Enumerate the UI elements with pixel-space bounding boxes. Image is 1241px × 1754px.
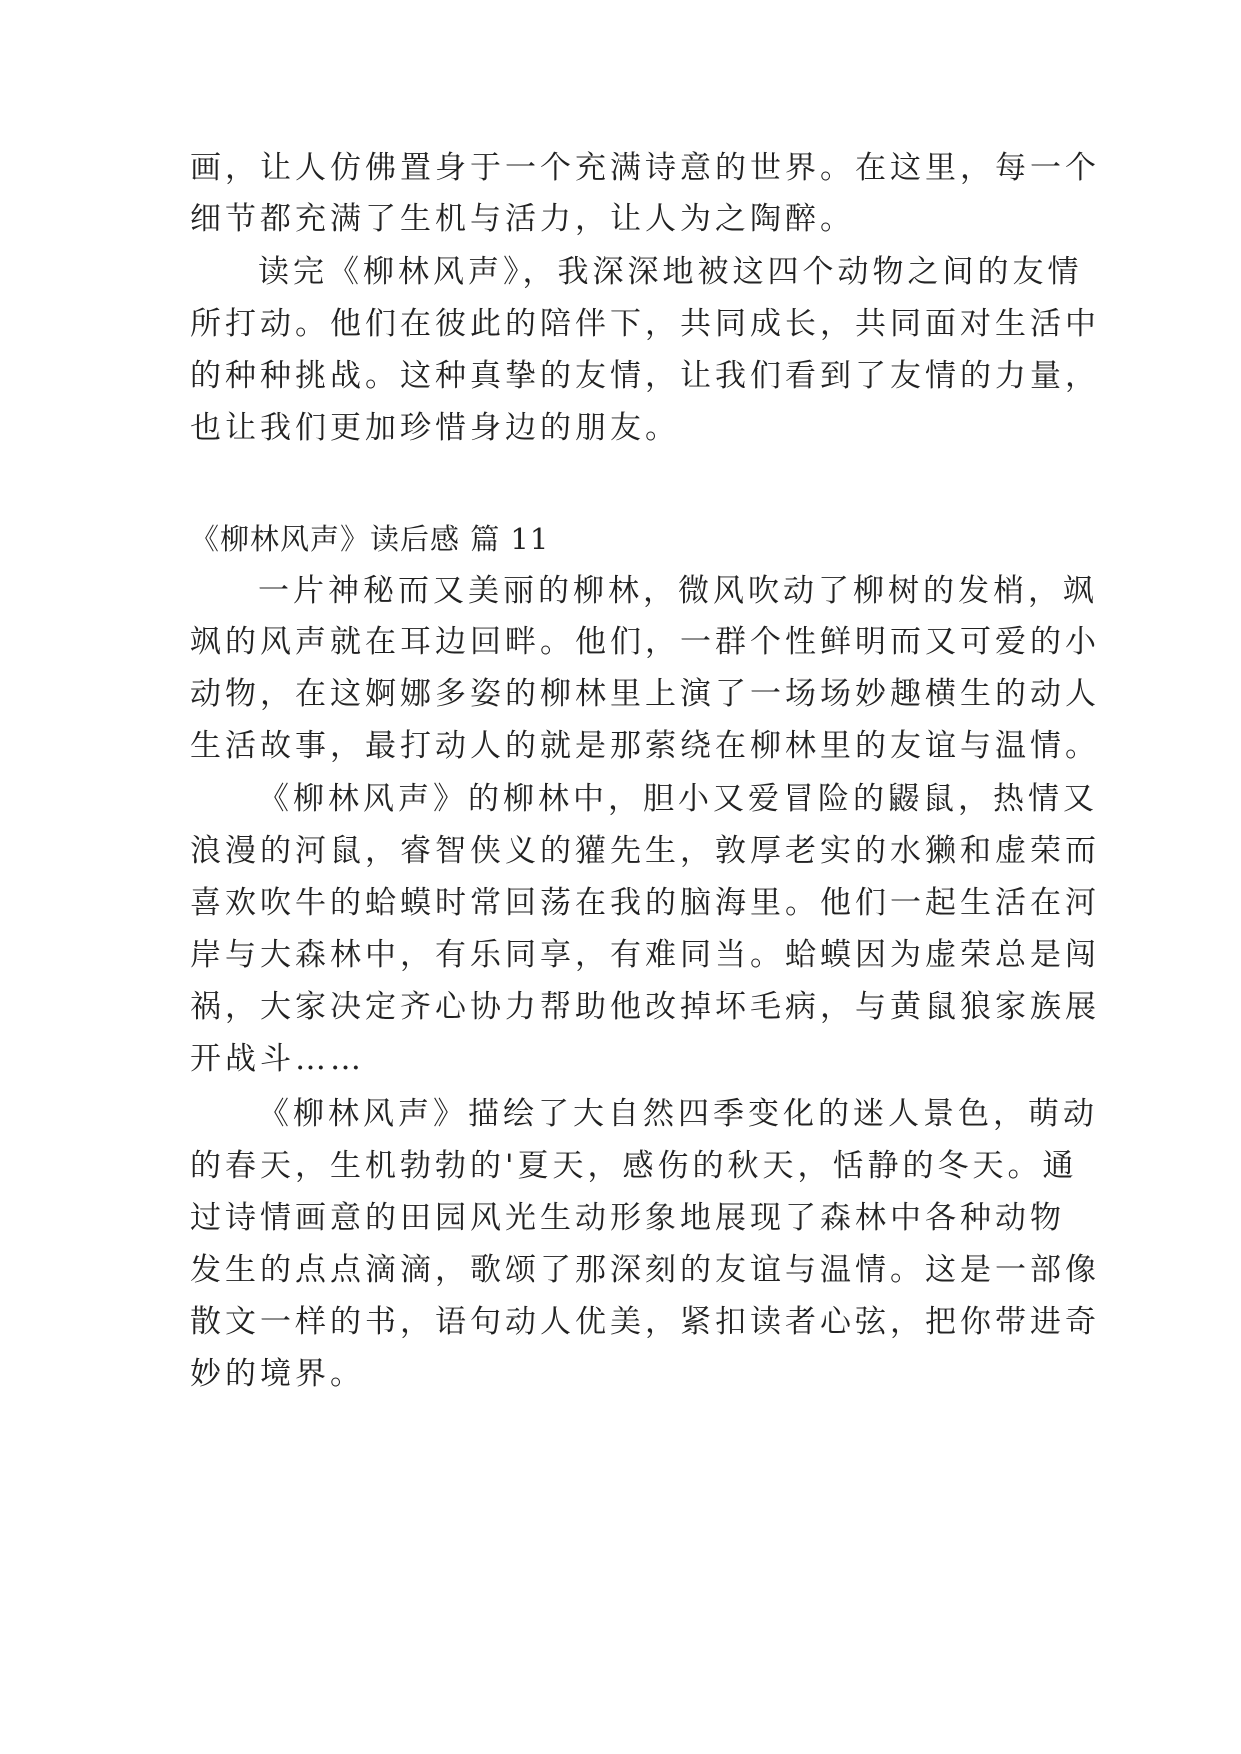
paragraph-line: 开战斗…… [190, 1041, 365, 1077]
paragraph-line: 的种种挑战。这种真挚的友情，让我们看到了友情的力量， [190, 358, 1100, 394]
paragraph-line: 《柳林风声》的柳林中，胆小又爱冒险的鼹鼠，热情又 [258, 781, 1098, 817]
section-heading: 《柳林风声》读后感 篇 11 [190, 522, 550, 556]
paragraph-line: 一片神秘而又美丽的柳林，微风吹动了柳树的发梢，飒 [258, 573, 1098, 609]
paragraph-line: 发生的点点滴滴，歌颂了那深刻的友谊与温情。这是一部像 [190, 1252, 1100, 1288]
paragraph-line: 岸与大森林中，有乐同享，有难同当。蛤蟆因为虚荣总是闯 [190, 937, 1100, 973]
paragraph-line: 喜欢吹牛的蛤蟆时常回荡在我的脑海里。他们一起生活在河 [190, 885, 1100, 921]
paragraph-line: 的春天，生机勃勃的'夏天，感伤的秋天，恬静的冬天。通 [190, 1148, 1078, 1184]
paragraph-line: 动物，在这婀娜多姿的柳林里上演了一场场妙趣横生的动人 [190, 676, 1100, 712]
paragraph-line: 所打动。他们在彼此的陪伴下，共同成长，共同面对生活中 [190, 306, 1100, 342]
paragraph-line: 祸，大家决定齐心协力帮助他改掉坏毛病，与黄鼠狼家族展 [190, 989, 1100, 1025]
paragraph-line: 过诗情画意的田园风光生动形象地展现了森林中各种动物 [190, 1200, 1065, 1236]
paragraph-line: 生活故事，最打动人的就是那萦绕在柳林里的友谊与温情。 [190, 728, 1100, 764]
paragraph-line: 浪漫的河鼠，睿智侠义的獾先生，敦厚老实的水獭和虚荣而 [190, 833, 1100, 869]
paragraph-line: 细节都充满了生机与活力，让人为之陶醉。 [190, 201, 855, 237]
paragraph-line: 妙的境界。 [190, 1356, 365, 1392]
paragraph-line: 飒的风声就在耳边回畔。他们，一群个性鲜明而又可爱的小 [190, 624, 1100, 660]
paragraph-line: 《柳林风声》描绘了大自然四季变化的迷人景色，萌动 [258, 1096, 1098, 1132]
paragraph-line: 散文一样的书，语句动人优美，紧扣读者心弦，把你带进奇 [190, 1304, 1100, 1340]
paragraph-line: 读完《柳林风声》，我深深地被这四个动物之间的友情 [258, 254, 1083, 290]
paragraph-line: 也让我们更加珍惜身边的朋友。 [190, 410, 680, 446]
paragraph-line: 画，让人仿佛置身于一个充满诗意的世界。在这里，每一个 [190, 150, 1100, 186]
